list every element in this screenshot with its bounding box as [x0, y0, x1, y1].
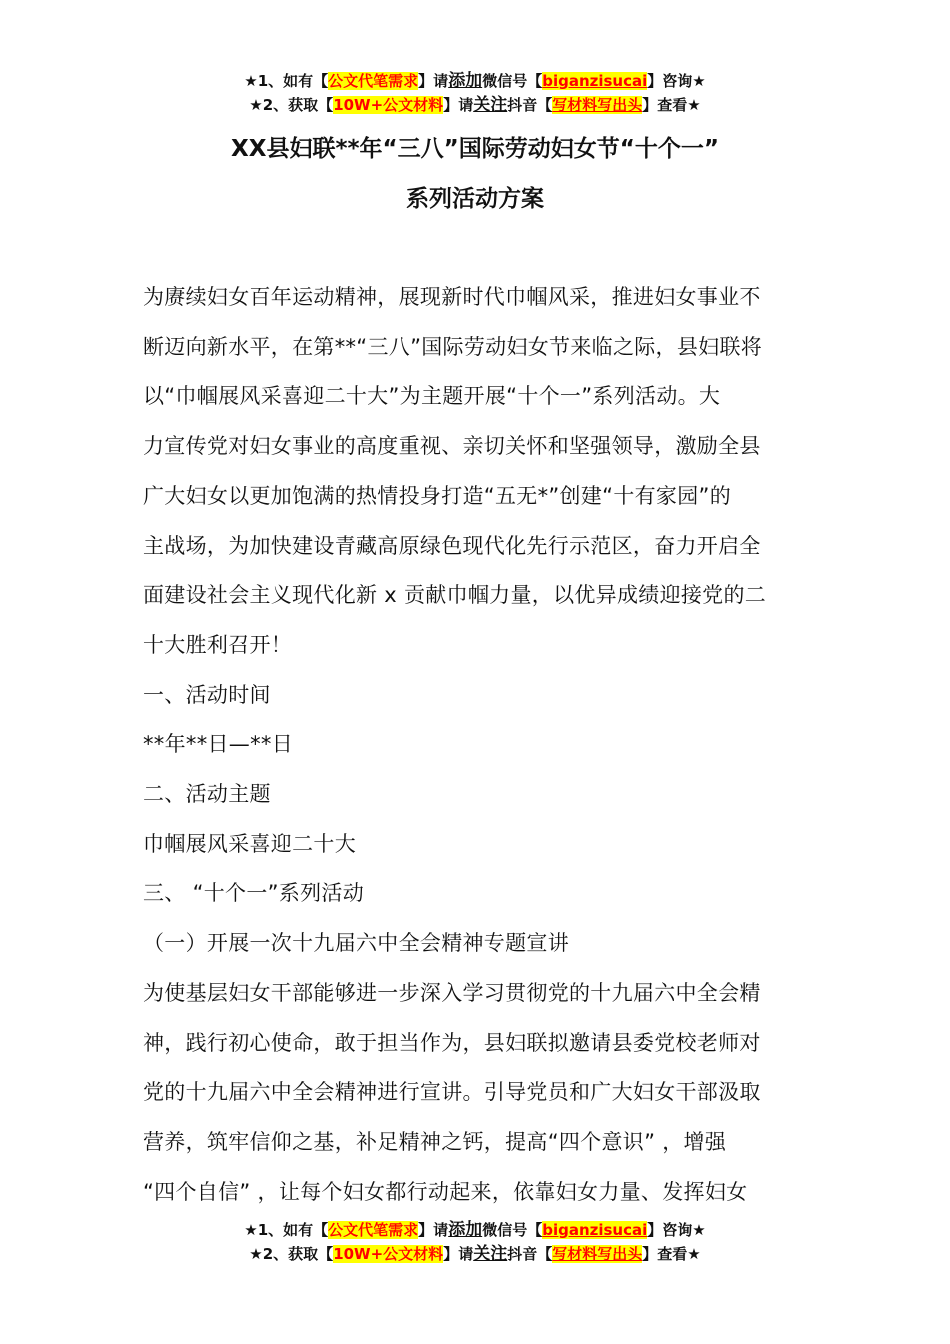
body-line: 神，践行初心使命，敢于担当作为，县妇联拟邀请县委党校老师对 — [143, 1030, 761, 1055]
body-line: **年**日—**日 — [143, 732, 293, 757]
body-line: 为赓续妇女百年运动精神，展现新时代巾帼风采，推进妇女事业不 — [143, 285, 761, 309]
doc-title-line-2: 系列活动方案 — [406, 186, 544, 212]
body-line: 三、 “十个一”系列活动 — [143, 881, 365, 906]
body-line: 巾帼展风采喜迎二十大 — [143, 831, 356, 856]
promo-line-2: ★2、获取【10W+公文材料】请关注抖音【写材料写出头】查看★ — [249, 95, 701, 115]
body-line: 为使基层妇女干部能够进一步深入学习贯彻党的十九届六中全会精 — [143, 980, 761, 1005]
body-line: 营养，筑牢信仰之基，补足精神之钙，提高“四个意识” ，增强 — [143, 1129, 727, 1154]
promo-line-1: ★1、如有【公文代笔需求】请添加微信号【biganzisucai】咨询★ — [244, 71, 706, 91]
body-line: 面建设社会主义现代化新 x 贡献巾帼力量，以优异成绩迎接党的二 — [143, 583, 767, 608]
body-line: 二、活动主题 — [143, 782, 271, 806]
body-line: （一）开展一次十九届六中全会精神专题宣讲 — [143, 931, 569, 956]
body-line: 广大妇女以更加饱满的热情投身打造“五无*”创建“十有家园”的 — [143, 483, 732, 508]
body-line: 断迈向新水平，在第**“三八”国际劳动妇女节来临之际，县妇联将 — [143, 334, 763, 359]
body-line: 党的十九届六中全会精神进行宣讲。引导党员和广大妇女干部汲取 — [143, 1080, 761, 1105]
promo-banner-top — [0, 69, 950, 117]
body-line: 以“巾帼展风采喜迎二十大”为主题开展“十个一”系列活动。大 — [143, 384, 721, 409]
body-line: 十大胜利召开！ — [143, 632, 293, 657]
promo-line-2: ★2、获取【10W+公文材料】请关注抖音【写材料写出头】查看★ — [249, 1244, 701, 1264]
body-line: 主战场，为加快建设青藏高原绿色现代化先行示范区，奋力开启全 — [143, 533, 761, 558]
promo-line-1: ★1、如有【公文代笔需求】请添加微信号【biganzisucai】咨询★ — [244, 1220, 706, 1240]
body-line: 力宣传党对妇女事业的高度重视、亲切关怀和坚强领导，激励全县 — [143, 434, 761, 459]
promo-banner-bottom — [0, 1218, 950, 1266]
body-line: 一、活动时间 — [143, 682, 271, 707]
body-line: “四个自信” ，让每个妇女都行动起来，依靠妇女力量、发挥妇女 — [143, 1179, 748, 1204]
doc-title-line-1: XX县妇联**年“三八”国际劳动妇女节“十个一” — [231, 136, 719, 162]
